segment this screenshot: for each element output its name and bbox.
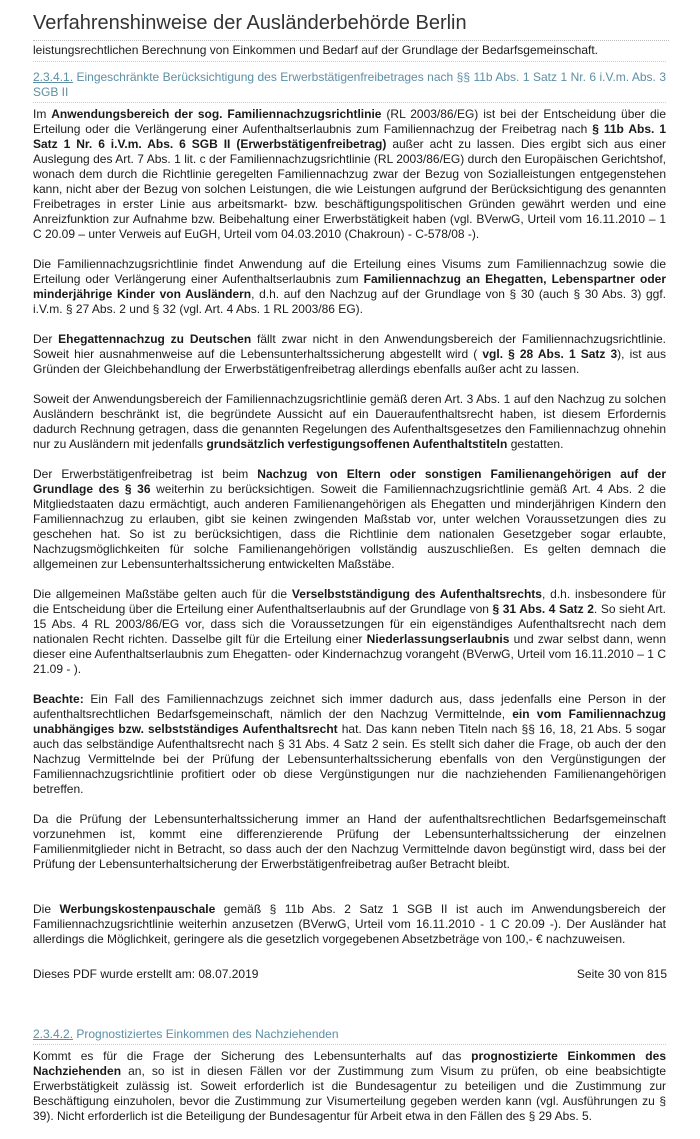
text: außer acht zu lassen. Dies ergibt sich aus einer Auslegung des Art. 7 Abs. 1 lit. c der Familiennachzugsrichtlinie (RL 2003/86/EG) durch den Europäischen Gerichtshof, wonach dem durch die Richtlinie geregelten Familiennachzug zwar der Bezug von Sozialleistungen entgegenstehen kann, nicht aber der Bezug von solchen Leistungen, die wie Leistungen aufgrund der Berücksichtigung des genannten Freibetrages in erster Linie aus arbeitsmarkt- bzw. beschäftigungspolitischen Gründen gewährt werden und eine Anreizfunktion zur Aufnahme bzw. Beibehaltung einer Erwerbstätigkeit haben (vgl. BVerwG, Urteil vom 16.11.2010 – 1 C 20.09 – unter Verweis auf EuGH, Urteil vom 04.03.2010 (Chakroun) - C-578/08 -). xyxy=(33,137,666,241)
paragraph-1 xyxy=(33,107,666,242)
text: , d.h. insbesondere für die Entscheidung über die Erteilung einer Aufenthaltserlaubnis auf der Grundlage von xyxy=(33,587,666,616)
bold-text: Niederlassungserlaubnis xyxy=(366,632,510,646)
paragraph-3 xyxy=(33,332,666,377)
paragraph-5 xyxy=(33,467,666,572)
text: gemäß § 11b Abs. 2 Satz 1 SGB II ist auch im Anwendungsbereich der Familiennachzugsrichtlinie weiterhin anzusetzen (BVerwG, Urteil vom 16.11.2010 - 1 C 20.09 -). Der Ausländer hat allerdings die Möglichkeit, geringere als die gesetzlich vorgegebenen Absetzbeträge von 100,- € nachzuweisen. xyxy=(33,902,667,946)
bold-text: Nachzug von Eltern oder sonstigen Familienangehörigen auf der Grundlage des § 36 xyxy=(33,467,667,496)
note-label: Beachte: xyxy=(33,692,84,706)
text: Der xyxy=(33,332,59,346)
text: . So sieht Art. 15 Abs. 4 RL 2003/86/EG vor, dass sich die Voraussetzungen für ein eigenständiges Aufenthaltsrecht nach dem nationalen Recht richten. Dasselbe gilt für die Erteilung einer xyxy=(33,602,666,646)
text: gestatten. xyxy=(507,437,564,451)
paragraph-6 xyxy=(33,587,666,677)
bold-text: Familiennachzug an Ehegatten, Lebenspartner oder minderjährige Kinder von Ausländern xyxy=(33,272,667,301)
text: Die xyxy=(33,902,60,916)
bold-text: prognostizierte Einkommen des Nachziehenden xyxy=(33,1049,666,1078)
text: Kommt es für die Frage der Sicherung des Lebensunterhalts auf das xyxy=(33,1049,472,1063)
bold-text: Werbungskostenpauschale xyxy=(59,902,216,916)
text: weiterhin zu berücksichtigen. Soweit die Familiennachzugsrichtlinie gemäß Art. 4 Abs. 2 die Mitgliedstaaten dazu ermächtigt, auch anderen Familienangehörigen als Ehegatten und minderjährigen Kindern den Familiennachzug zu erlauben, gibt sie keinen zwingenden Maßstab vor, unter welchen Voraussetzungen dies zu geschehen hat. So ist zu berücksichtigen, dass die Richtlinie dem nationalen Gesetzgeber sogar erlaubte, Nachzugsmöglichkeiten für solche Familienangehörigen vollständig auszuschließen. Es gelten demnach die allgemeinen zur Lebensunterhaltssicherung entwickelten Maßstäbe. xyxy=(33,482,666,571)
bold-text: § 31 Abs. 4 Satz 2 xyxy=(492,602,594,616)
text: hat. Das kann neben Titeln nach §§ 16, 18, 21 Abs. 5 sogar auch das selbständige Aufenthaltsrecht nach § 31 Abs. 4 Satz 2 sein. Es stellt sich daher die Frage, ob auch der den Nachzug Vermittelnde bei der Prüfung der Lebensunterhaltssicherung ebenfalls von den Vergünstigungen der Familiennachzugsrichtlinie profitiert oder ob diese Vergünstigungen nur die nachziehenden Familienangehörigen betreffen. xyxy=(33,722,666,796)
text: Die allgemeinen Maßstäbe gelten auch für die xyxy=(33,587,292,601)
paragraph-7-note xyxy=(33,692,666,797)
footer-page-number: Seite 30 von 815 xyxy=(576,967,667,981)
text: Der Erwerbstätigenfreibetrag ist beim xyxy=(33,467,258,481)
bold-text: § 11b Abs. 1 Satz 1 Nr. 6 i.V.m. Abs. 6 SGB II (Erwerbstätigenfreibetrag) xyxy=(33,122,666,151)
bold-text: Verselbstständigung des Aufenthaltsrechts xyxy=(291,587,542,601)
section-heading-2-3-4-2[interactable] xyxy=(33,1027,666,1045)
footer-created-date: Dieses PDF wurde erstellt am: 08.07.2019 xyxy=(33,967,259,981)
paragraph-9 xyxy=(33,902,666,947)
intro-line: leistungsrechtlichen Berechnung von Einkommen und Bedarf auf der Grundlage der Bedarfsgemeinschaft. xyxy=(33,43,666,62)
text: Soweit der Anwendungsbereich der Familiennachzugsrichtlinie gemäß deren Art. 3 Abs. 1 auf den Nachzug zu solchen Ausländern beschränkt ist, die begründete Aussicht auf ein Daueraufenthaltsrecht haben, ist diesem Erfordernis dadurch Rechnung getragen, dass die genannten Regelungen des Aufenthaltsgesetzes den Familiennachzug ohnehin nur zu Ausländern mit jedenfalls xyxy=(33,392,666,451)
text: ), ist aus Gründen der Gleichbehandlung der Erwerbstätigenfreibetrag allerdings ebenfalls außer acht zu lassen. xyxy=(33,347,667,376)
text: (RL 2003/86/EG) ist bei der Entscheidung über die Erteilung oder die Verlängerung einer Aufenthaltserlaubnis zum Familiennachzug der Freibetrag nach xyxy=(33,107,666,136)
bold-text: ein vom Familiennachzug unabhängiges bzw. selbstständiges Aufenthaltsrecht xyxy=(33,707,666,736)
text: Ein Fall des Familiennachzugs zeichnet sich immer dadurch aus, dass jedenfalls eine Person in der aufenthaltsrechtlichen Bedarfsgemeinschaft, nämlich der den Nachzug Vermittelnde, xyxy=(33,692,666,721)
section-number: 2.3.4.1. xyxy=(33,70,74,84)
text: , d.h. auf den Nachzug auf der Grundlage von § 30 (auch § 30 Abs. 3) ggf. i.V.m. § 27 Abs. 2 und § 32 (vgl. Art. 4 Abs. 1 RL 2003/86 EG). xyxy=(33,287,666,316)
text: fällt zwar nicht in den Anwendungsbereich der Familiennachzugsrichtlinie. Soweit hier ausnahmenweise auf die Lebensunterhaltssicherung abgestellt wird ( xyxy=(33,332,667,361)
bold-text: grundsätzlich verfestigungsoffenen Aufenthaltstiteln xyxy=(206,437,508,451)
bold-text: vgl. § 28 Abs. 1 Satz 3 xyxy=(482,347,618,361)
text: Da die Prüfung der Lebensunterhaltssicherung immer an Hand der aufenthaltsrechtlichen Bedarfsgemeinschaft vorzunehmen ist, kommt eine differenzierende Prüfung der Lebensunterhaltssicherung der einzelnen Familienmitglieder nicht in Betracht, so dass auch der den Nachzug Vermittelnde davon begünstigt wird, dass bei der Prüfung der Lebensunterhaltsicherung der Erwerbstätigenfreibetrag außer Betracht bleibt. xyxy=(33,812,666,871)
paragraph-4 xyxy=(33,392,666,452)
paragraph-2 xyxy=(33,257,666,317)
bold-text: Ehegattennachzug zu Deutschen xyxy=(58,332,252,346)
section-title: Prognostiziertes Einkommen des Nachziehenden xyxy=(73,1027,339,1041)
section-title: Eingeschränkte Berücksichtigung des Erwerbstätigenfreibetrages nach §§ 11b Abs. 1 Satz 1 Nr. 6 i.V.m. Abs. 3 SGB II xyxy=(33,70,666,99)
section-number: 2.3.4.2. xyxy=(33,1027,74,1041)
text: an, so ist in diesen Fällen vor der Zustimmung zum Visum zu prüfen, ob eine beabsichtigte Erwerbstätigkeit zulässig ist. Soweit erforderlich ist die Bundesagentur zu beteiligen und die Zustimmung zur Beschäftigung einzuholen, bevor die Zustimmung zur Visumerteilung gegeben werden kann (vgl. Ausführungen zu § 39). Nicht erforderlich ist die Beteiligung der Bundesagentur für Arbeit etwa in den Fällen des § 29 Abs. 5. xyxy=(33,1064,666,1123)
text: Die Familiennachzugsrichtlinie findet Anwendung auf die Erteilung eines Visums zum Familiennachzug sowie die Erteilung oder Verlängerung einer Aufenthaltserlaubnis zum xyxy=(33,257,666,286)
paragraph-8 xyxy=(33,812,666,872)
bold-text: Anwendungsbereich der sog. Familiennachzugsrichtlinie xyxy=(51,107,382,121)
text: und zwar selbst dann, wenn dieser eine Aufenthaltserlaubnis zum Ehegatten- oder Kindernachzug vorangeht (BVerwG, Urteil vom 16.11.2010 – 1 C 21.09 - ). xyxy=(33,632,666,676)
text: Im xyxy=(33,107,52,121)
section-heading-2-3-4-1[interactable] xyxy=(33,70,666,103)
page-title: Verfahrenshinweise der Ausländerbehörde Berlin xyxy=(33,10,669,41)
paragraph-10 xyxy=(33,1049,666,1124)
